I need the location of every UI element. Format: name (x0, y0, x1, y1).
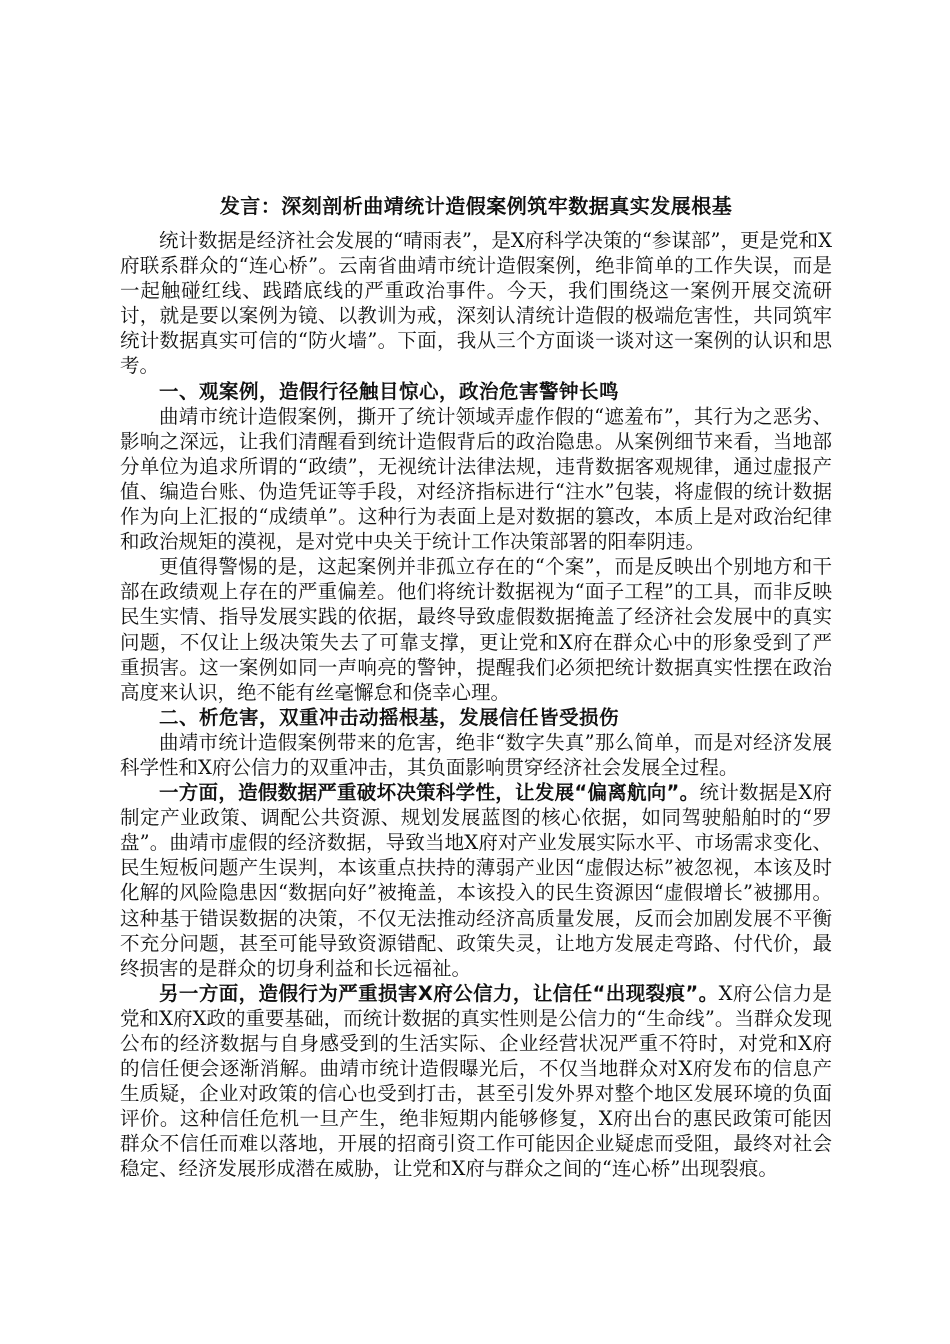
document-body (120, 228, 832, 1182)
document-content (120, 194, 832, 1182)
paragraph: 另一方面，造假行为严重损害X府公信力，让信任“出现裂痕”。X府公信力是党和X府X政的重要基础，而统计数据的真实性则是公信力的“生命线”。当群众发现公布的经济数据与自身感受到的生活实际、企业经营状况严重不符时，对党和X府的信任便会逐渐消解。曲靖市统计造假曝光后，不仅当地群众对X府发布的信息产生质疑，企业对政策的信心也受到打击，甚至引发外界对整个地区发展环境的负面评价。这种信任危机一旦产生，绝非短期内能够修复，X府出台的惠民政策可能因群众不信任而难以落地，开展的招商引资工作可能因企业疑虑而受阻，最终对社会稳定、经济发展形成潜在威胁，让党和X府与群众之间的“连心桥”出现裂痕。 (120, 981, 833, 1181)
paragraph: 更值得警惕的是，这起案例并非孤立存在的“个案”，而是反映出个别地方和干部在政绩观上存在的严重偏差。他们将统计数据视为“面子工程”的工具，而非反映民生实情、指导发展实践的依据，最终导致虚假数据掩盖了经济社会发展中的真实问题，不仅让上级决策失去了可靠支撑，更让党和X府在群众心中的形象受到了严重损害。这一案例如同一声响亮的警钟，提醒我们必须把统计数据真实性摆在政治高度来认识，绝不能有丝毫懈怠和侥幸心理。 (120, 555, 832, 704)
paragraph-lead: 一方面，造假数据严重破坏决策科学性，让发展“偏离航向”。 (159, 781, 700, 805)
paragraph-lead: 另一方面，造假行为严重损害X府公信力，让信任“出现裂痕”。 (159, 981, 719, 1005)
document-title: 发言：深刻剖析曲靖统计造假案例筑牢数据真实发展根基 (219, 194, 733, 218)
paragraph: 曲靖市统计造假案例，撕开了统计领域弄虚作假的“遮羞布”，其行为之恶劣、影响之深远，让我们清醒看到统计造假背后的政治隐患。从案例细节来看，当地部分单位为追求所谓的“政绩”，无视统计法律法规，违背数据客观规律，通过虚报产值、编造台账、伪造凭证等手段，对经济指标进行“注水”包装，将虚假的统计数据作为向上汇报的“成绩单”。这种行为表面上是对数据的篡改，本质上是对政治纪律和政治规矩的漠视，是对党中央关于统计工作决策部署的阳奉阴违。 (120, 404, 832, 554)
section-heading: 一、观案例，造假行径触目惊心，政治危害警钟长鸣 (159, 379, 620, 403)
paragraph: 曲靖市统计造假案例带来的危害，绝非“数字失真”那么简单，而是对经济发展科学性和X府公信力的双重冲击，其负面影响贯穿经济社会发展全过程。 (120, 730, 832, 779)
paragraph: 一方面，造假数据严重破坏决策科学性，让发展“偏离航向”。统计数据是X府制定产业政策、调配公共资源、规划发展蓝图的核心依据，如同驾驶船舶时的“罗盘”。曲靖市虚假的经济数据，导致当地X府对产业发展实际水平、市场需求变化、民生短板问题产生误判，本该重点扶持的薄弱产业因“虚假达标”被忽视，本该及时化解的风险隐患因“数据向好”被掩盖，本该投入的民生资源因“虚假增长”被挪用。这种基于错误数据的决策，不仅无法推动经济高质量发展，反而会加剧发展不平衡不充分问题，甚至可能导致资源错配、政策失灵，让地方发展走弯路、付代价，最终损害的是群众的切身利益和长远福祉。 (120, 781, 832, 980)
paragraph: 统计数据是经济社会发展的“晴雨表”，是X府科学决策的“参谋部”，更是党和X府联系群众的“连心桥”。云南省曲靖市统计造假案例，绝非简单的工作失误，而是一起触碰红线、践踏底线的严重政治事件。今天，我们围绕这一案例开展交流研讨，就是要以案例为镜、以教训为戒，深刻认清统计造假的极端危害性，共同筑牢统计数据真实可信的“防火墙”。下面，我从三个方面谈一谈对这一案例的认识和思考。 (120, 229, 832, 378)
section-heading: 二、析危害，双重冲击动摇根基，发展信任皆受损伤 (159, 705, 620, 729)
